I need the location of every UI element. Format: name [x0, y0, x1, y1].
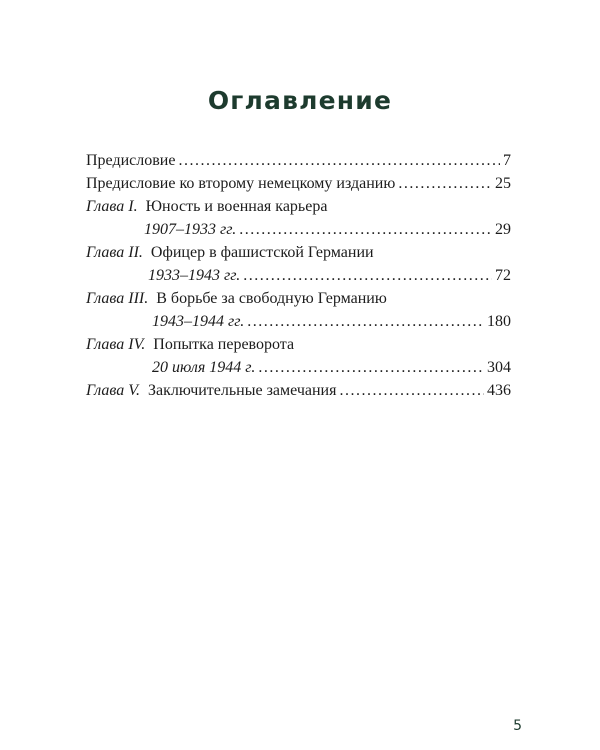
toc-leader-dots — [247, 311, 484, 333]
toc-chapter-label — [86, 334, 294, 356]
toc-chapter-number: Глава V. — [86, 382, 140, 399]
toc-chapter-number: Глава IV. — [86, 336, 146, 353]
toc-entry-preface-second-edition — [86, 173, 511, 196]
toc-chapter-1-heading — [86, 196, 511, 219]
toc-chapter-2-heading — [86, 242, 511, 265]
toc-chapter-4-years — [86, 357, 511, 380]
page-number: 5 — [513, 718, 522, 734]
toc-chapter-3-heading — [86, 288, 511, 311]
toc-chapter-number: Глава II. — [86, 244, 143, 261]
toc-chapter-4-heading — [86, 334, 511, 357]
toc-chapter-years: 1907–1933 гг. — [144, 221, 237, 238]
toc-leader-dots — [239, 219, 492, 241]
toc-entry-page: 304 — [487, 359, 511, 376]
toc-entry-page: 25 — [495, 175, 511, 192]
toc-entry-title: Предисловие — [86, 152, 176, 169]
toc-chapter-years: 1933–1943 гг. — [148, 267, 241, 284]
toc-chapter-years: 20 июля 1944 г. — [152, 359, 256, 376]
toc-leader-dots — [398, 173, 492, 195]
toc-chapter-number: Глава I. — [86, 198, 138, 215]
toc-leader-dots — [339, 380, 484, 402]
toc-chapter-years: 1943–1944 гг. — [152, 313, 245, 330]
toc-entry-page: 72 — [495, 267, 511, 284]
toc-chapter-label — [86, 196, 327, 218]
toc-chapter-label — [86, 380, 336, 402]
toc-chapter-title: Офицер в фашистской Германии — [150, 244, 374, 261]
toc-chapter-title: В борьбе за свободную Германию — [156, 290, 387, 307]
toc-chapter-title: Юность и военная карьера — [145, 198, 328, 215]
toc-chapter-title: Попытка переворота — [153, 336, 295, 353]
toc-chapter-5 — [86, 380, 511, 403]
toc-list — [86, 150, 511, 403]
toc-chapter-number: Глава III. — [86, 290, 149, 307]
toc-leader-dots — [258, 357, 484, 379]
toc-chapter-label — [86, 288, 387, 310]
toc-leader-dots — [178, 150, 500, 172]
toc-chapter-label — [86, 242, 374, 264]
toc-chapter-3-years — [86, 311, 511, 334]
toc-entry-page: 436 — [487, 382, 511, 399]
toc-chapter-1-years — [86, 219, 511, 242]
toc-entry-page: 29 — [495, 221, 511, 238]
toc-entry-title: Предисловие ко второму немецкому изданию — [86, 175, 396, 192]
toc-entry-page: 180 — [487, 313, 511, 330]
toc-entry-preface — [86, 150, 511, 173]
toc-chapter-2-years — [86, 265, 511, 288]
toc-heading: Оглавление — [207, 86, 393, 115]
toc-leader-dots — [243, 265, 492, 287]
toc-entry-page: 7 — [503, 152, 511, 169]
toc-chapter-title: Заключительные замечания — [147, 382, 337, 399]
